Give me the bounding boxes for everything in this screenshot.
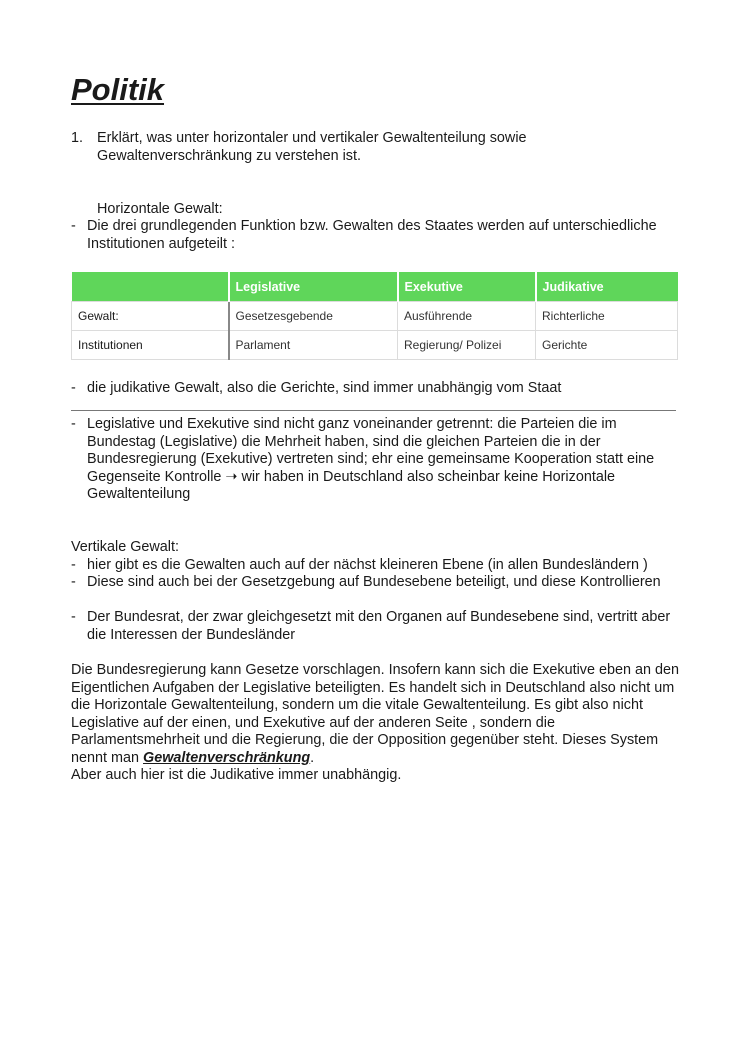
vertical-heading: Vertikale Gewalt: [71, 539, 179, 555]
table-header-cell: Exekutive [398, 272, 536, 302]
conclusion-term: Gewaltenverschränkung [143, 749, 311, 766]
legislative-point [71, 416, 681, 504]
table-cell: Gewalt: [72, 302, 229, 331]
horizontal-heading: Horizontale Gewalt: [97, 201, 223, 217]
dash-bullet: - [71, 609, 76, 625]
dash-bullet: - [71, 380, 76, 396]
table-header-row [72, 272, 678, 302]
table-cell: Ausführende [398, 302, 536, 331]
vertical-point [71, 557, 681, 575]
conclusion-term-end: . [310, 749, 315, 766]
conclusion-last-line: Aber auch hier ist die Judikative immer unabhängig. [71, 767, 402, 783]
table-cell: Parlament [229, 331, 398, 360]
conclusion-text: Die Bundesregierung kann Gesetze vorschlagen. Insofern kann sich die Exekutive eben an den Eigentlichen Aufgaben der Legislative beteiligten. Es handelt sich in Deutschland also nicht um die Horizontale Gewaltenteilung, sondern um die vitale Gewaltenteilung. Es gibt also nicht Legislative auf der einen, und Exekutive auf der anderen Seite , sondern die Parlamentsmehrheit und die Regierung, die der Opposition gegenüber steht. Dieses System nennt man [71, 662, 679, 766]
question-number: 1. [71, 130, 84, 146]
horizontal-intro: Die drei grundlegenden Funktion bzw. Gewalten des Staates werden auf unterschiedliche Institutionen aufgeteilt : [87, 218, 657, 252]
dash-bullet: - [71, 416, 76, 432]
powers-table [71, 272, 678, 360]
vertical-point [71, 609, 681, 644]
judikative-text: die judikative Gewalt, also die Gerichte, sind immer unabhängig vom Staat [87, 380, 562, 396]
dash-bullet: - [71, 218, 76, 234]
vertical-point [71, 574, 681, 592]
judikative-point [71, 380, 681, 398]
table-cell: Institutionen [72, 331, 229, 360]
table-row [72, 331, 678, 360]
table-cell: Richterliche [536, 302, 678, 331]
vertical-point-text: Diese sind auch bei der Gesetzgebung auf Bundesebene beteiligt, und diese Kontrollieren [87, 574, 661, 590]
horizontal-intro-item [71, 218, 681, 253]
table-header-cell: Legislative [229, 272, 398, 302]
table-cell: Gerichte [536, 331, 678, 360]
vertical-point-text: Der Bundesrat, der zwar gleichgesetzt mit den Organen auf Bundesebene sind, vertritt aber die Interessen der Bundesländer [87, 609, 671, 643]
legislative-text: Legislative und Exekutive sind nicht ganz voneinander getrennt: die Parteien die im Bundestag (Legislative) die Mehrheit haben, sind die gleichen Parteien die in der Bundesregierung (Exekutive) vertreten sind; ehr eine gemeinsame Kooperation statt eine Gegenseite Kontrolle ➝ wir haben in Deutschland also scheinbar keine Horizontale Gewaltenteilung [87, 416, 655, 502]
question-item [71, 130, 671, 165]
conclusion-paragraph [71, 662, 681, 785]
table-header-cell: Judikative [536, 272, 678, 302]
table-row [72, 302, 678, 331]
table-cell: Gesetzesgebende [229, 302, 398, 331]
page-title: Politik [71, 72, 165, 107]
vertical-point-text: hier gibt es die Gewalten auch auf der nächst kleineren Ebene (in allen Bundesländern ) [87, 557, 648, 573]
dash-bullet: - [71, 557, 76, 573]
table-cell: Regierung/ Polizei [398, 331, 536, 360]
question-text: Erklärt, was unter horizontaler und vertikaler Gewaltenteilung sowie Gewaltenverschränkung zu verstehen ist. [97, 130, 527, 164]
dash-bullet: - [71, 574, 76, 590]
table-header-cell [72, 272, 229, 302]
divider [71, 410, 676, 411]
